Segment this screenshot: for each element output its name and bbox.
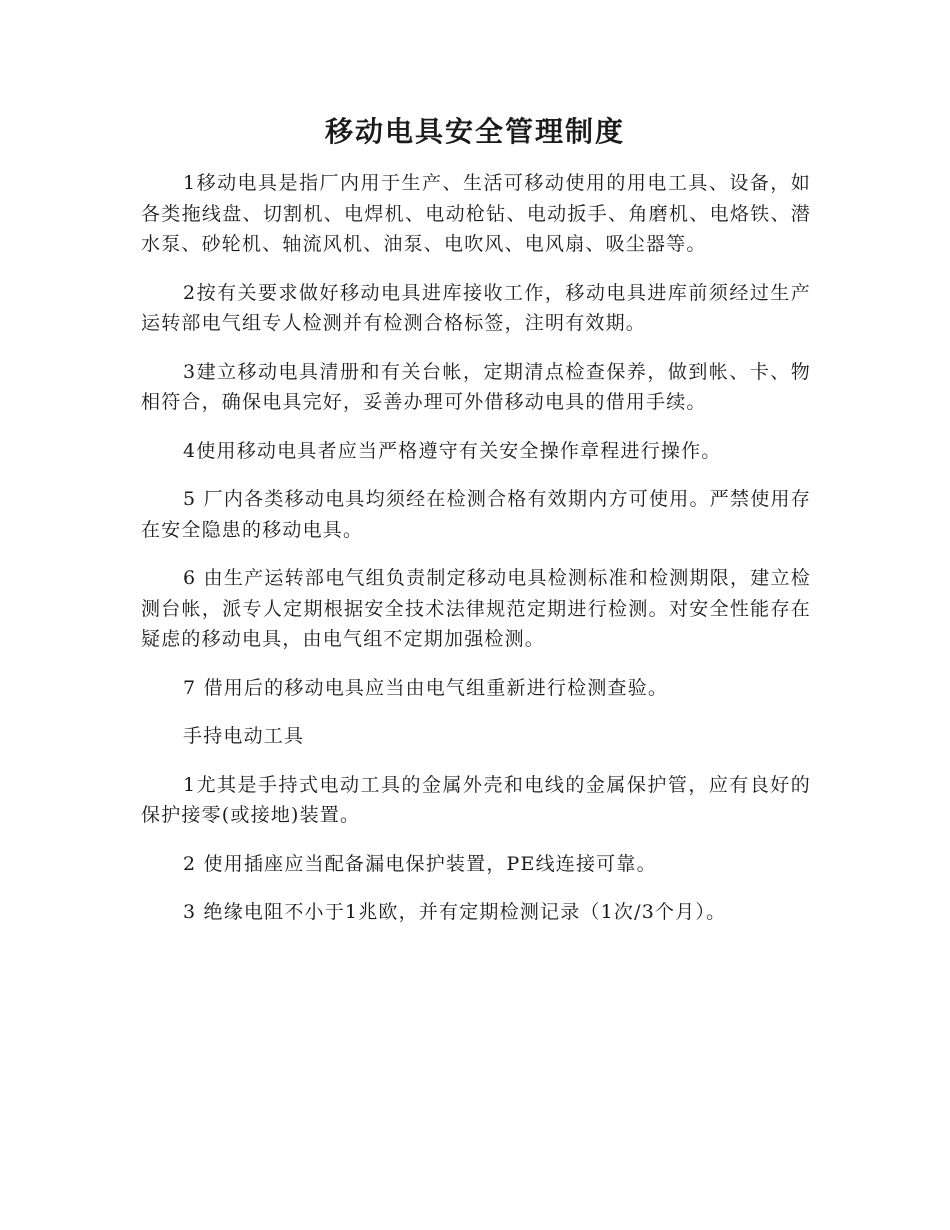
paragraph-6: 6 由生产运转部电气组负责制定移动电具检测标准和检测期限，建立检测台帐，派专人定期根据安全技术法律规范定期进行检测。对安全性能存在疑虑的移动电具，由电气组不定期加强检测。 [141,567,811,650]
paragraph-5: 5 厂内各类移动电具均须经在检测合格有效期内方可使用。严禁使用存在安全隐患的移动电具。 [141,488,811,541]
document-body [141,168,811,946]
paragraph-2: 2按有关要求做好移动电具进库接收工作，移动电具进库前须经过生产运转部电气组专人检测并有检测合格标签，注明有效期。 [141,281,811,334]
paragraph-9: 2 使用插座应当配备漏电保护装置，PE线连接可靠。 [183,852,657,875]
paragraph-7: 7 借用后的移动电具应当由电气组重新进行检测查验。 [183,676,669,699]
paragraph-1: 1移动电具是指厂内用于生产、生活可移动使用的用电工具、设备，如各类拖线盘、切割机、电焊机、电动枪钻、电动扳手、角磨机、电烙铁、潜水泵、砂轮机、轴流风机、油泵、电吹风、电风扇、吸尘器等。 [141,172,811,255]
paragraph-8: 1尤其是手持式电动工具的金属外壳和电线的金属保护管，应有良好的保护接零(或接地)装置。 [141,773,811,826]
paragraph-3: 3建立移动电具清册和有关台帐，定期清点检查保养，做到帐、卡、物相符合，确保电具完好，妥善办理可外借移动电具的借用手续。 [141,360,811,413]
paragraph-10: 3 绝缘电阻不小于1兆欧，并有定期检测记录（1次/3个月）。 [183,901,727,923]
section-heading-handheld-tools: 手持电动工具 [183,725,305,747]
document-title: 移动电具安全管理制度 [324,115,625,148]
paragraph-4: 4使用移动电具者应当严格遵守有关安全操作章程进行操作。 [183,439,722,462]
